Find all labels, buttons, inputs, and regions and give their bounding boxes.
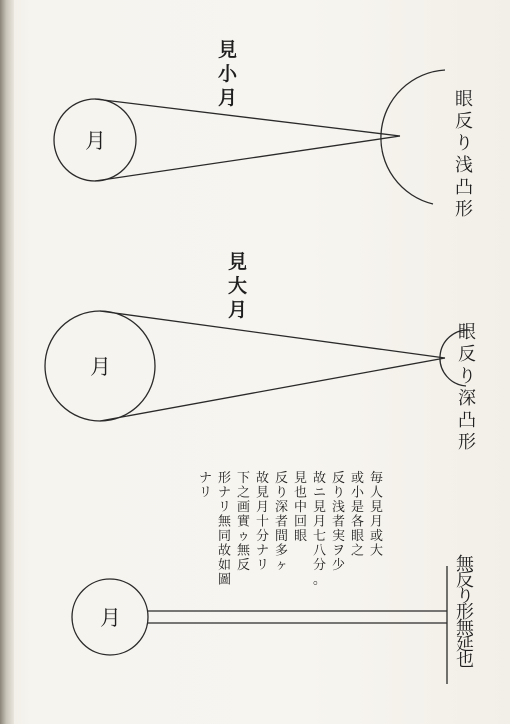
title-char: 見 bbox=[218, 39, 238, 61]
sight-line-upper bbox=[100, 311, 445, 358]
note-char: 回 bbox=[294, 514, 308, 530]
note-char: 形 bbox=[218, 471, 232, 486]
note-char: リ bbox=[218, 500, 232, 515]
caption-char: 也 bbox=[456, 650, 474, 671]
caption-char: 延 bbox=[456, 634, 474, 655]
note-char: 實 bbox=[237, 514, 251, 530]
caption-char: 凸 bbox=[455, 177, 473, 198]
note-char: 反 bbox=[237, 558, 251, 573]
note-char: リ bbox=[199, 485, 213, 501]
note-char: 見 bbox=[313, 500, 327, 515]
title-char: 月 bbox=[218, 87, 238, 109]
title-char: 大 bbox=[228, 275, 248, 297]
note-char: 故 bbox=[313, 471, 327, 486]
note-char: 小 bbox=[351, 485, 365, 501]
note-char: ナ bbox=[256, 543, 270, 559]
note-char: 深 bbox=[275, 500, 289, 515]
note-char: ヶ bbox=[275, 558, 289, 573]
note-char: 少 bbox=[332, 558, 346, 573]
moon-label: 月 bbox=[85, 129, 106, 153]
note-char: 之 bbox=[237, 485, 251, 501]
note-char: ナ bbox=[218, 485, 232, 501]
note-char: り bbox=[275, 485, 289, 501]
diagram-no-curve bbox=[72, 554, 475, 684]
title-char: 小 bbox=[218, 63, 238, 85]
note-char: 中 bbox=[294, 500, 308, 515]
caption-char: 深 bbox=[458, 388, 476, 409]
note-char: ゥ bbox=[237, 529, 251, 544]
note-char: ヲ bbox=[332, 543, 346, 559]
note-char: 或 bbox=[370, 529, 384, 544]
note-char: 七 bbox=[313, 529, 327, 544]
note-char: 無 bbox=[237, 543, 251, 559]
note-char: ナ bbox=[199, 471, 213, 486]
caption-char: 形 bbox=[456, 602, 474, 623]
note-char: 月 bbox=[313, 514, 327, 530]
note-char: 月 bbox=[370, 514, 384, 530]
caption-char: 反 bbox=[458, 344, 476, 365]
note-char: 者 bbox=[332, 514, 346, 530]
explanatory-note bbox=[199, 470, 383, 588]
caption-char: 反 bbox=[455, 111, 473, 132]
note-char: 見 bbox=[294, 471, 308, 486]
diagram-large-moon bbox=[45, 251, 476, 453]
note-char: 十 bbox=[256, 514, 270, 530]
note-char: 者 bbox=[275, 514, 289, 530]
note-char: 見 bbox=[370, 500, 384, 515]
caption-char: 眼 bbox=[455, 89, 473, 110]
note-char: 故 bbox=[218, 543, 232, 559]
note-char: ニ bbox=[313, 485, 327, 501]
moon-label: 月 bbox=[90, 355, 111, 379]
caption-char: 形 bbox=[458, 432, 476, 453]
note-char: 故 bbox=[256, 471, 270, 486]
caption-char: 浅 bbox=[455, 155, 473, 176]
title-char: 月 bbox=[228, 299, 248, 321]
moon-label: 月 bbox=[100, 606, 121, 630]
caption-char: 無 bbox=[456, 554, 474, 575]
title-char: 見 bbox=[228, 251, 248, 273]
note-char: 画 bbox=[237, 500, 251, 515]
caption-char: 無 bbox=[456, 618, 474, 639]
note-char: 分 bbox=[313, 558, 327, 573]
note-char: 見 bbox=[256, 485, 270, 501]
diagram-small-moon bbox=[54, 39, 473, 220]
note-char: 各 bbox=[351, 514, 365, 530]
note-char: 圖 bbox=[218, 572, 232, 588]
sight-line-lower bbox=[95, 136, 400, 181]
note-char: 大 bbox=[370, 543, 384, 559]
note-char: 。 bbox=[313, 572, 327, 588]
caption-char: 眼 bbox=[458, 322, 476, 343]
note-char: 浅 bbox=[332, 500, 346, 515]
note-char: 同 bbox=[218, 529, 232, 544]
note-char: 是 bbox=[351, 500, 365, 515]
caption-char: 凸 bbox=[458, 410, 476, 431]
note-char: リ bbox=[256, 558, 270, 573]
title-large-moon bbox=[228, 251, 247, 321]
note-char: 也 bbox=[294, 485, 308, 501]
caption-deep bbox=[458, 322, 476, 453]
note-char: 或 bbox=[351, 471, 365, 486]
caption-shallow bbox=[455, 89, 473, 220]
caption-flat bbox=[456, 554, 475, 671]
note-char: 人 bbox=[370, 485, 384, 501]
sight-line-upper bbox=[95, 99, 400, 136]
note-char: 無 bbox=[218, 514, 232, 530]
title-small-moon bbox=[218, 39, 238, 109]
note-char: 之 bbox=[351, 543, 365, 559]
caption-char: り bbox=[458, 366, 476, 387]
note-char: 月 bbox=[256, 500, 270, 515]
note-char: 分 bbox=[256, 529, 270, 544]
note-char: 毎 bbox=[370, 471, 384, 486]
note-char: り bbox=[332, 485, 346, 501]
caption-char: 形 bbox=[455, 199, 473, 220]
note-char: 反 bbox=[332, 471, 346, 486]
caption-char: り bbox=[456, 586, 474, 607]
note-char: 実 bbox=[332, 529, 346, 544]
note-char: 多 bbox=[275, 543, 289, 559]
note-char: 反 bbox=[275, 471, 289, 486]
note-char: 眼 bbox=[351, 529, 365, 544]
caption-char: 反 bbox=[456, 570, 474, 591]
note-char: 如 bbox=[218, 558, 232, 573]
note-char: 眼 bbox=[294, 529, 308, 544]
sight-line-lower bbox=[100, 358, 445, 421]
note-char: 下 bbox=[237, 471, 251, 486]
note-char: 間 bbox=[275, 529, 289, 544]
note-char: 八 bbox=[313, 543, 327, 559]
caption-char: り bbox=[455, 133, 473, 154]
